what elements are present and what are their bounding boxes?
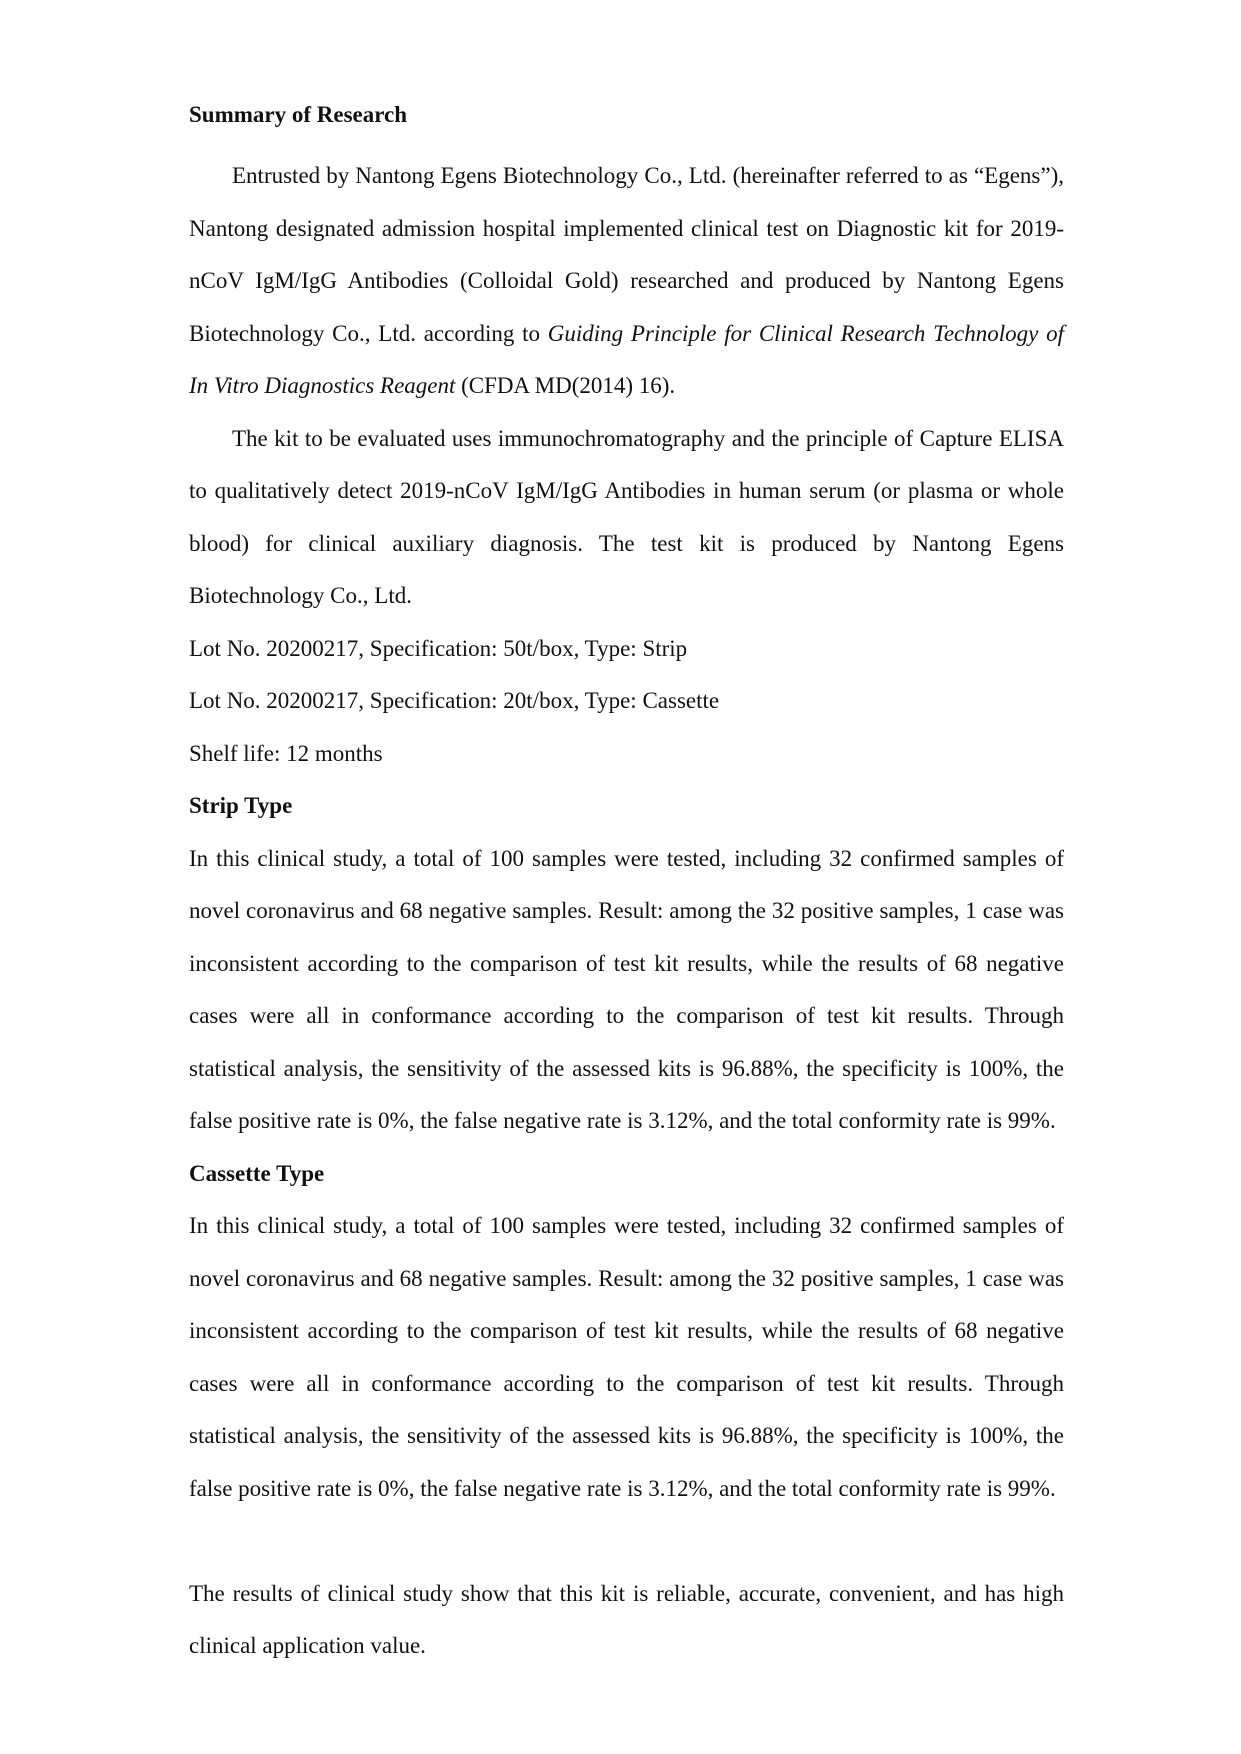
strip-type-heading: Strip Type (189, 793, 293, 818)
guideline-title: Guiding Principle for Clinical Research Technology of In Vitro Diagnostics Reagent (189, 320, 1064, 398)
conclusion-paragraph: The results of clinical study show that this kit is reliable, accurate, convenient, and has high clinical application value. (189, 1580, 1064, 1658)
cassette-type-heading: Cassette Type (189, 1160, 325, 1186)
document-body (189, 97, 1064, 1673)
cassette-type-paragraph: In this clinical study, a total of 100 samples were tested, including 32 confirmed samples of novel coronavirus and 68 negative samples. Result: among the 32 positive samples, 1 case was inconsistent according to the comparison of test kit results, while the results of 68 negative cases were all in conformance according to the comparison of test kit results. Through statistical analysis, the sensitivity of the assessed kits is 96.88%, the specificity is 100%, the false positive rate is 0%, the false negative rate is 3.12%, and the total conformity rate is 99%. (189, 1213, 1064, 1501)
document-title: Summary of Research (189, 102, 408, 127)
spacer (189, 1515, 1064, 1568)
intro-reference: (CFDA MD(2014) 16). (455, 373, 676, 398)
strip-type-paragraph: In this clinical study, a total of 100 samples were tested, including 32 confirmed samples of novel coronavirus and 68 negative samples. Result: among the 32 positive samples, 1 case was inconsistent according to the comparison of test kit results, while the results of 68 negative cases were all in conformance according to the comparison of test kit results. Through statistical analysis, the sensitivity of the assessed kits is 96.88%, the specificity is 100%, the false positive rate is 0%, the false negative rate is 3.12%, and the total conformity rate is 99%. (189, 845, 1064, 1133)
cassette-lot-line: Lot No. 20200217, Specification: 20t/box, Type: Cassette (189, 688, 720, 713)
intro-paragraph (189, 150, 1064, 413)
strip-lot-line: Lot No. 20200217, Specification: 50t/box, Type: Strip (189, 635, 688, 661)
intro-text: Entrusted by Nantong Egens Biotechnology Co., Ltd. (hereinafter referred to as “Egens”), Nantong designated admission hospital implemented clinical test on Diagnostic kit for 2019-nCoV IgM/IgG Antibodies (Colloidal Gold) researched and produced by Nantong Egens Biotechnology Co., Ltd. according to (189, 163, 1064, 346)
shelf-life-line: Shelf life: 12 months (189, 740, 383, 766)
kit-description-paragraph: The kit to be evaluated uses immunochromatography and the principle of Capture ELISA to qualitatively detect 2019-nCoV IgM/IgG Antibodies in human serum (or plasma or whole blood) for clinical auxiliary diagnosis. The test kit is produced by Nantong Egens Biotechnology Co., Ltd. (189, 425, 1064, 608)
